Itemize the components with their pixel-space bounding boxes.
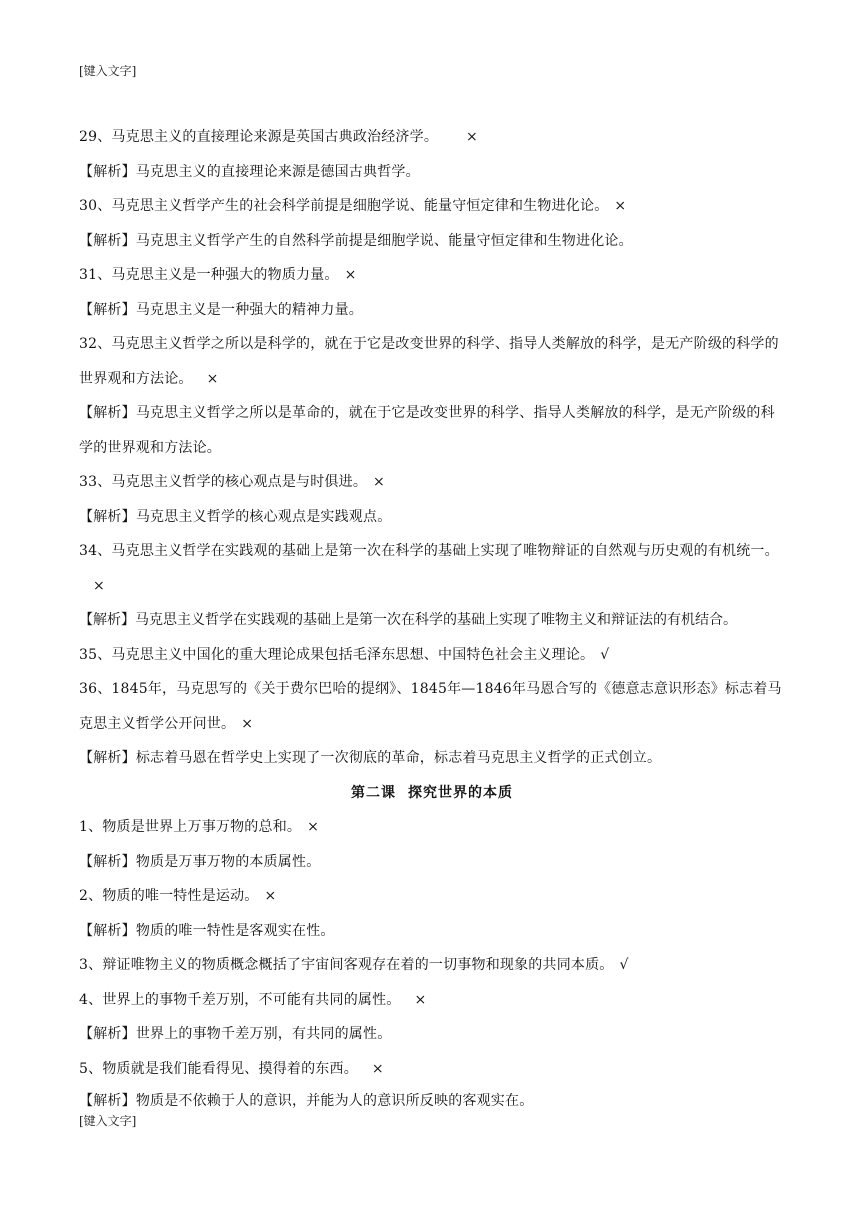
analysis-29: 【解析】马克思主义的直接理论来源是德国古典哲学。: [79, 163, 420, 180]
question-32: 32、马克思主义哲学之所以是科学的，就在于它是改变世界的科学、指导人类解放的科学，是无产阶级的科学的世界观和方法论。 ×: [79, 336, 779, 387]
question-1: 1、物质是世界上万事万物的总和。 ×: [79, 819, 320, 835]
analysis-5: 【解析】物质是不依赖于人的意识，并能为人的意识所反映的客观实在。: [79, 1093, 534, 1109]
question-4: 4、世界上的事物千差万别，不可能有共同的属性。 ×: [79, 991, 427, 1008]
analysis-30: 【解析】马克思主义哲学产生的自然科学前提是细胞学说、能量守恒定律和生物进化论。: [79, 232, 633, 249]
answer-mark: √: [619, 957, 629, 973]
analysis-33: 【解析】马克思主义哲学的核心观点是实践观点。: [79, 508, 392, 525]
answer-mark: ×: [344, 267, 357, 283]
question-33: 33、马克思主义哲学的核心观点是与时俱进。 ×: [79, 474, 385, 490]
question-2: 2、物质的唯一特性是运动。 ×: [79, 888, 277, 904]
analysis-36: 【解析】标志着马恩在哲学史上实现了一次彻底的革命，标志着马克思主义哲学的正式创立。: [79, 750, 662, 766]
analysis-4: 【解析】世界上的事物千差万别，有共同的属性。: [79, 1026, 392, 1042]
question-36: 36、1845年，马克思写的《关于费尔巴哈的提纲》、1845年—1846年马恩合写的《德意志意识形态》标志着马克思主义哲学公开问世。 ×: [79, 681, 782, 732]
page-footer: [键入文字]: [79, 1114, 137, 1128]
answer-mark: ×: [466, 129, 478, 145]
question-35: 35、马克思主义中国化的重大理论成果包括毛泽东思想、中国特色社会主义理论。 √: [79, 646, 610, 663]
answer-mark: ×: [307, 819, 320, 835]
question-29: 29、马克思主义的直接理论来源是英国古典政治经济学。 ×: [79, 129, 478, 145]
question-34: 34、马克思主义哲学在实践观的基础上是第一次在科学的基础上实现了唯物辩证的自然观与历史观的有机统一。×: [79, 543, 779, 594]
analysis-32: 【解析】马克思主义哲学之所以是革命的，就在于它是改变世界的科学、指导人类解放的科学，是无产阶级的科学的世界观和方法论。: [79, 405, 775, 456]
analysis-31: 【解析】马克思主义是一种强大的精神力量。: [79, 301, 364, 318]
answer-mark: ×: [373, 474, 385, 490]
answer-mark: ×: [206, 370, 219, 387]
analysis-1: 【解析】物质是万事万物的本质属性。: [79, 853, 321, 870]
question-31: 31、马克思主义是一种强大的物质力量。 ×: [79, 267, 357, 283]
answer-mark: ×: [614, 198, 627, 214]
question-5: 5、物质就是我们能看得见、摸得着的东西。 ×: [79, 1060, 384, 1077]
answer-mark: ×: [93, 577, 105, 594]
document-body: [79, 120, 785, 1117]
answer-mark: ×: [414, 991, 427, 1008]
analysis-2: 【解析】物质的唯一特性是客观实在性。: [79, 922, 335, 939]
page-header: [键入文字]: [79, 64, 137, 78]
answer-mark: ×: [241, 715, 254, 732]
question-3: 3、辩证唯物主义的物质概念概括了宇宙间客观存在着的一切事物和现象的共同本质。 √: [79, 957, 629, 973]
answer-mark: √: [600, 646, 610, 663]
section-heading: 第二课 探究世界的本质: [351, 784, 513, 801]
analysis-34: 【解析】马克思主义哲学在实践观的基础上是第一次在科学的基础上实现了唯物主义和辩证法的有机结合。: [79, 612, 737, 628]
answer-mark: ×: [371, 1060, 384, 1077]
question-30: 30、马克思主义哲学产生的社会科学前提是细胞学说、能量守恒定律和生物进化论。 ×: [79, 198, 627, 214]
answer-mark: ×: [264, 888, 277, 904]
